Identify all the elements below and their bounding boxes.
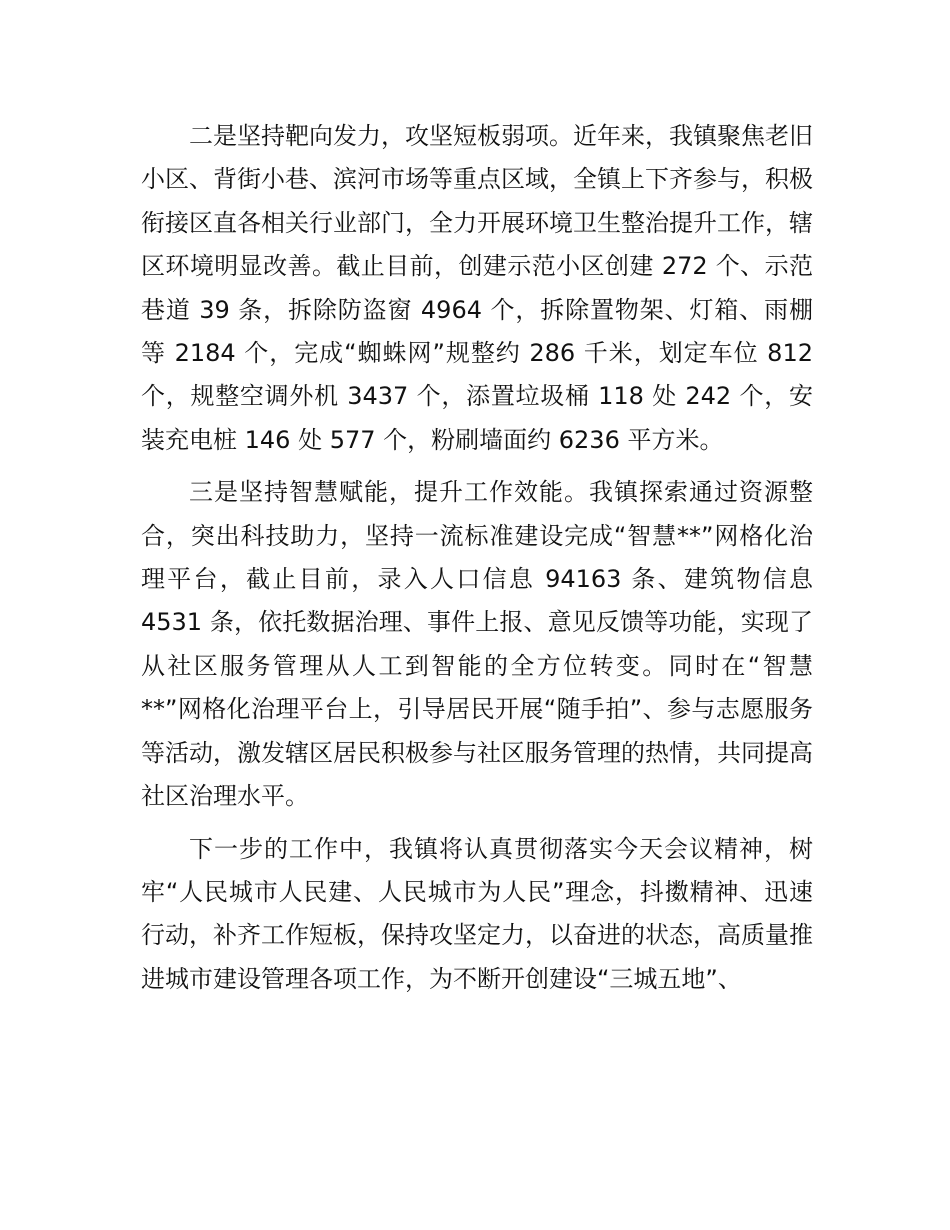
paragraph-smart-governance: 三是坚持智慧赋能，提升工作效能。我镇探索通过资源整合，突出科技助力，坚持一流标准建设完成“智慧**”网格化治理平台，截止目前，录入人口信息 94163 条、建筑物信息 4531 条，依托数据治理、事件上报、意见反馈等功能，实现了从社区服务管理从人工到智能的全方位转变。同时在“智慧**”网格化治理平台上，引导居民开展“随手拍”、参与志愿服务等活动，激发辖区居民积极参与社区服务管理的热情，共同提高社区治理水平。	[141, 478, 813, 811]
document-body	[141, 115, 813, 1010]
paragraph-next-steps: 下一步的工作中，我镇将认真贯彻落实今天会议精神，树牢“人民城市人民建、人民城市为人民”理念，抖擞精神、迅速行动，补齐工作短板，保持攻坚定力，以奋进的状态，高质量推进城市建设管理各项工作，为不断开创建设“三城五地”、	[141, 834, 813, 993]
paragraph-environment-rectification: 二是坚持靶向发力，攻坚短板弱项。近年来，我镇聚焦老旧小区、背街小巷、滨河市场等重点区域，全镇上下齐参与，积极衔接区直各相关行业部门，全力开展环境卫生整治提升工作，辖区环境明显改善。截止目前，创建示范小区创建 272 个、示范巷道 39 条，拆除防盗窗 4964 个，拆除置物架、灯箱、雨棚等 2184 个，完成“蜘蛛网”规整约 286 千米，划定车位 812 个，规整空调外机 3437 个，添置垃圾桶 118 处 242 个，安装充电桩 146 处 577 个，粉刷墙面约 6236 平方米。	[141, 122, 813, 454]
